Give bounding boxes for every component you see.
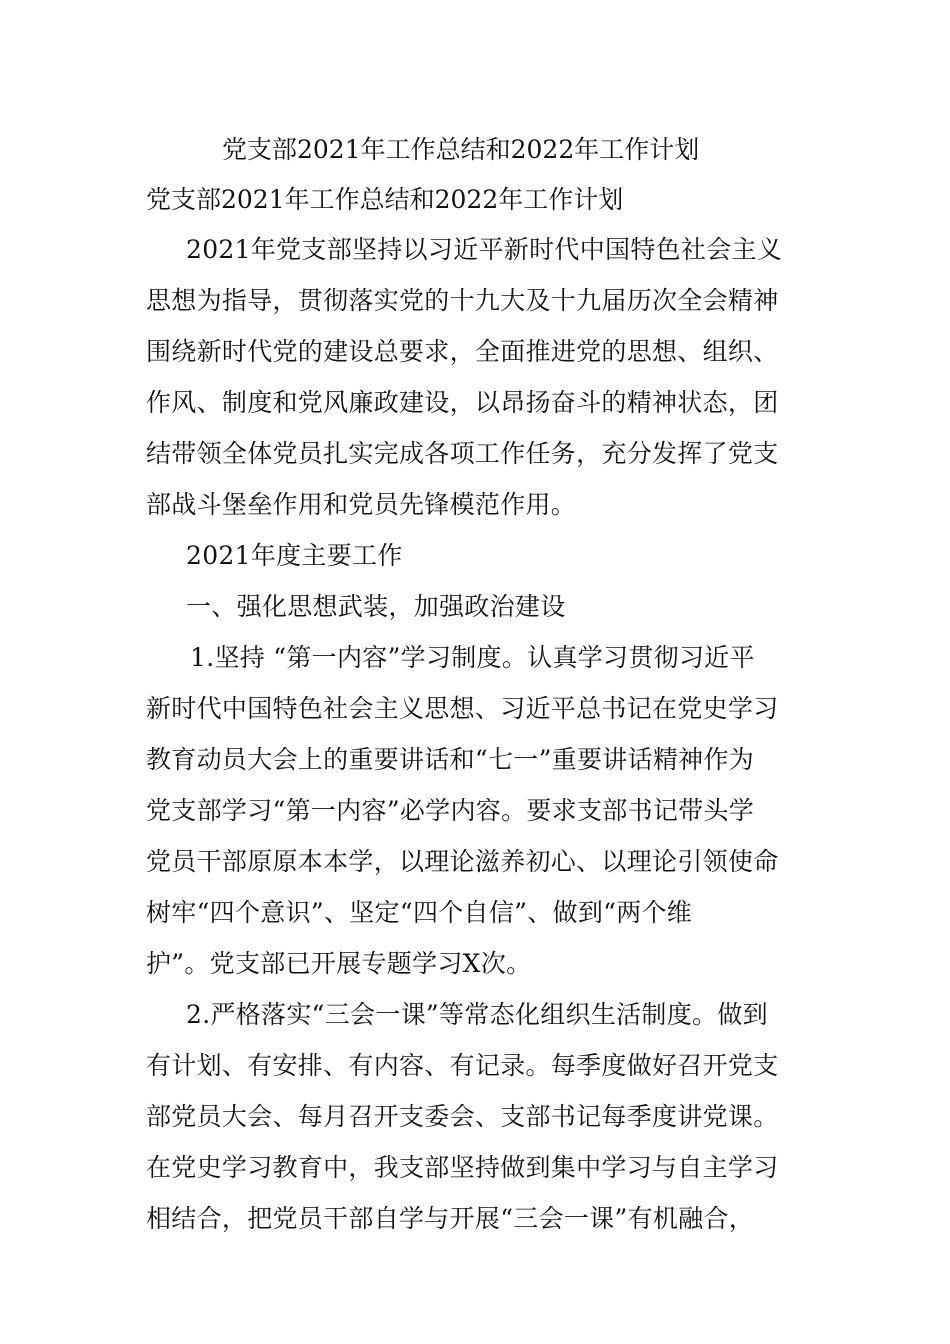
paragraph-3-line-2: 有计划、有安排、有内容、有记录。每季度做好召开党支 (146, 1051, 779, 1080)
section-heading-main-work: 2021年度主要工作 (186, 541, 403, 570)
paragraph-3-line-1: 2.严格落实“三会一课”等常态化组织生活制度。做到 (186, 1000, 768, 1029)
section-heading-1: 一、强化思想武装，加强政治建设 (186, 592, 566, 621)
paragraph-1-line-4: 作风、制度和党风廉政建设，以昂扬奋斗的精神状态，团 (146, 388, 779, 417)
document-title: 党支部2021年工作总结和2022年工作计划 (222, 135, 700, 164)
paragraph-1-line-3: 围绕新时代党的建设总要求，全面推进党的思想、组织、 (146, 337, 779, 366)
paragraph-2-line-2: 新时代中国特色社会主义思想、习近平总书记在党史学习 (146, 694, 779, 723)
document-subtitle: 党支部2021年工作总结和2022年工作计划 (146, 185, 624, 214)
paragraph-3-line-4: 在党史学习教育中，我支部坚持做到集中学习与自主学习 (146, 1153, 779, 1182)
paragraph-2-line-7: 护”。党支部已开展专题学习X次。 (146, 949, 532, 978)
paragraph-2-line-3: 教育动员大会上的重要讲话和“七一”重要讲话精神作为 (146, 745, 755, 774)
paragraph-2-line-6: 树牢“四个意识”、坚定“四个自信”、做到“两个维 (146, 898, 693, 927)
paragraph-1-line-2: 思想为指导，贯彻落实党的十九大及十九届历次全会精神 (146, 286, 779, 315)
paragraph-2-line-4: 党支部学习“第一内容”必学内容。要求支部书记带头学 (146, 796, 755, 825)
paragraph-1-line-6: 部战斗堡垒作用和党员先锋模范作用。 (146, 490, 577, 519)
paragraph-3-line-5: 相结合，把党员干部自学与开展“三会一课”有机融合， (146, 1204, 755, 1233)
paragraph-2-line-5: 党员干部原原本本学，以理论滋养初心、以理论引领使命 (146, 847, 779, 876)
paragraph-3-line-3: 部党员大会、每月召开支委会、支部书记每季度讲党课。 (146, 1102, 779, 1131)
paragraph-1-line-1: 2021年党支部坚持以习近平新时代中国特色社会主义 (186, 235, 783, 264)
paragraph-1-line-5: 结带领全体党员扎实完成各项工作任务，充分发挥了党支 (146, 439, 779, 468)
paragraph-2-line-1: 1.坚持 “第一内容”学习制度。认真学习贯彻习近平 (190, 643, 755, 672)
